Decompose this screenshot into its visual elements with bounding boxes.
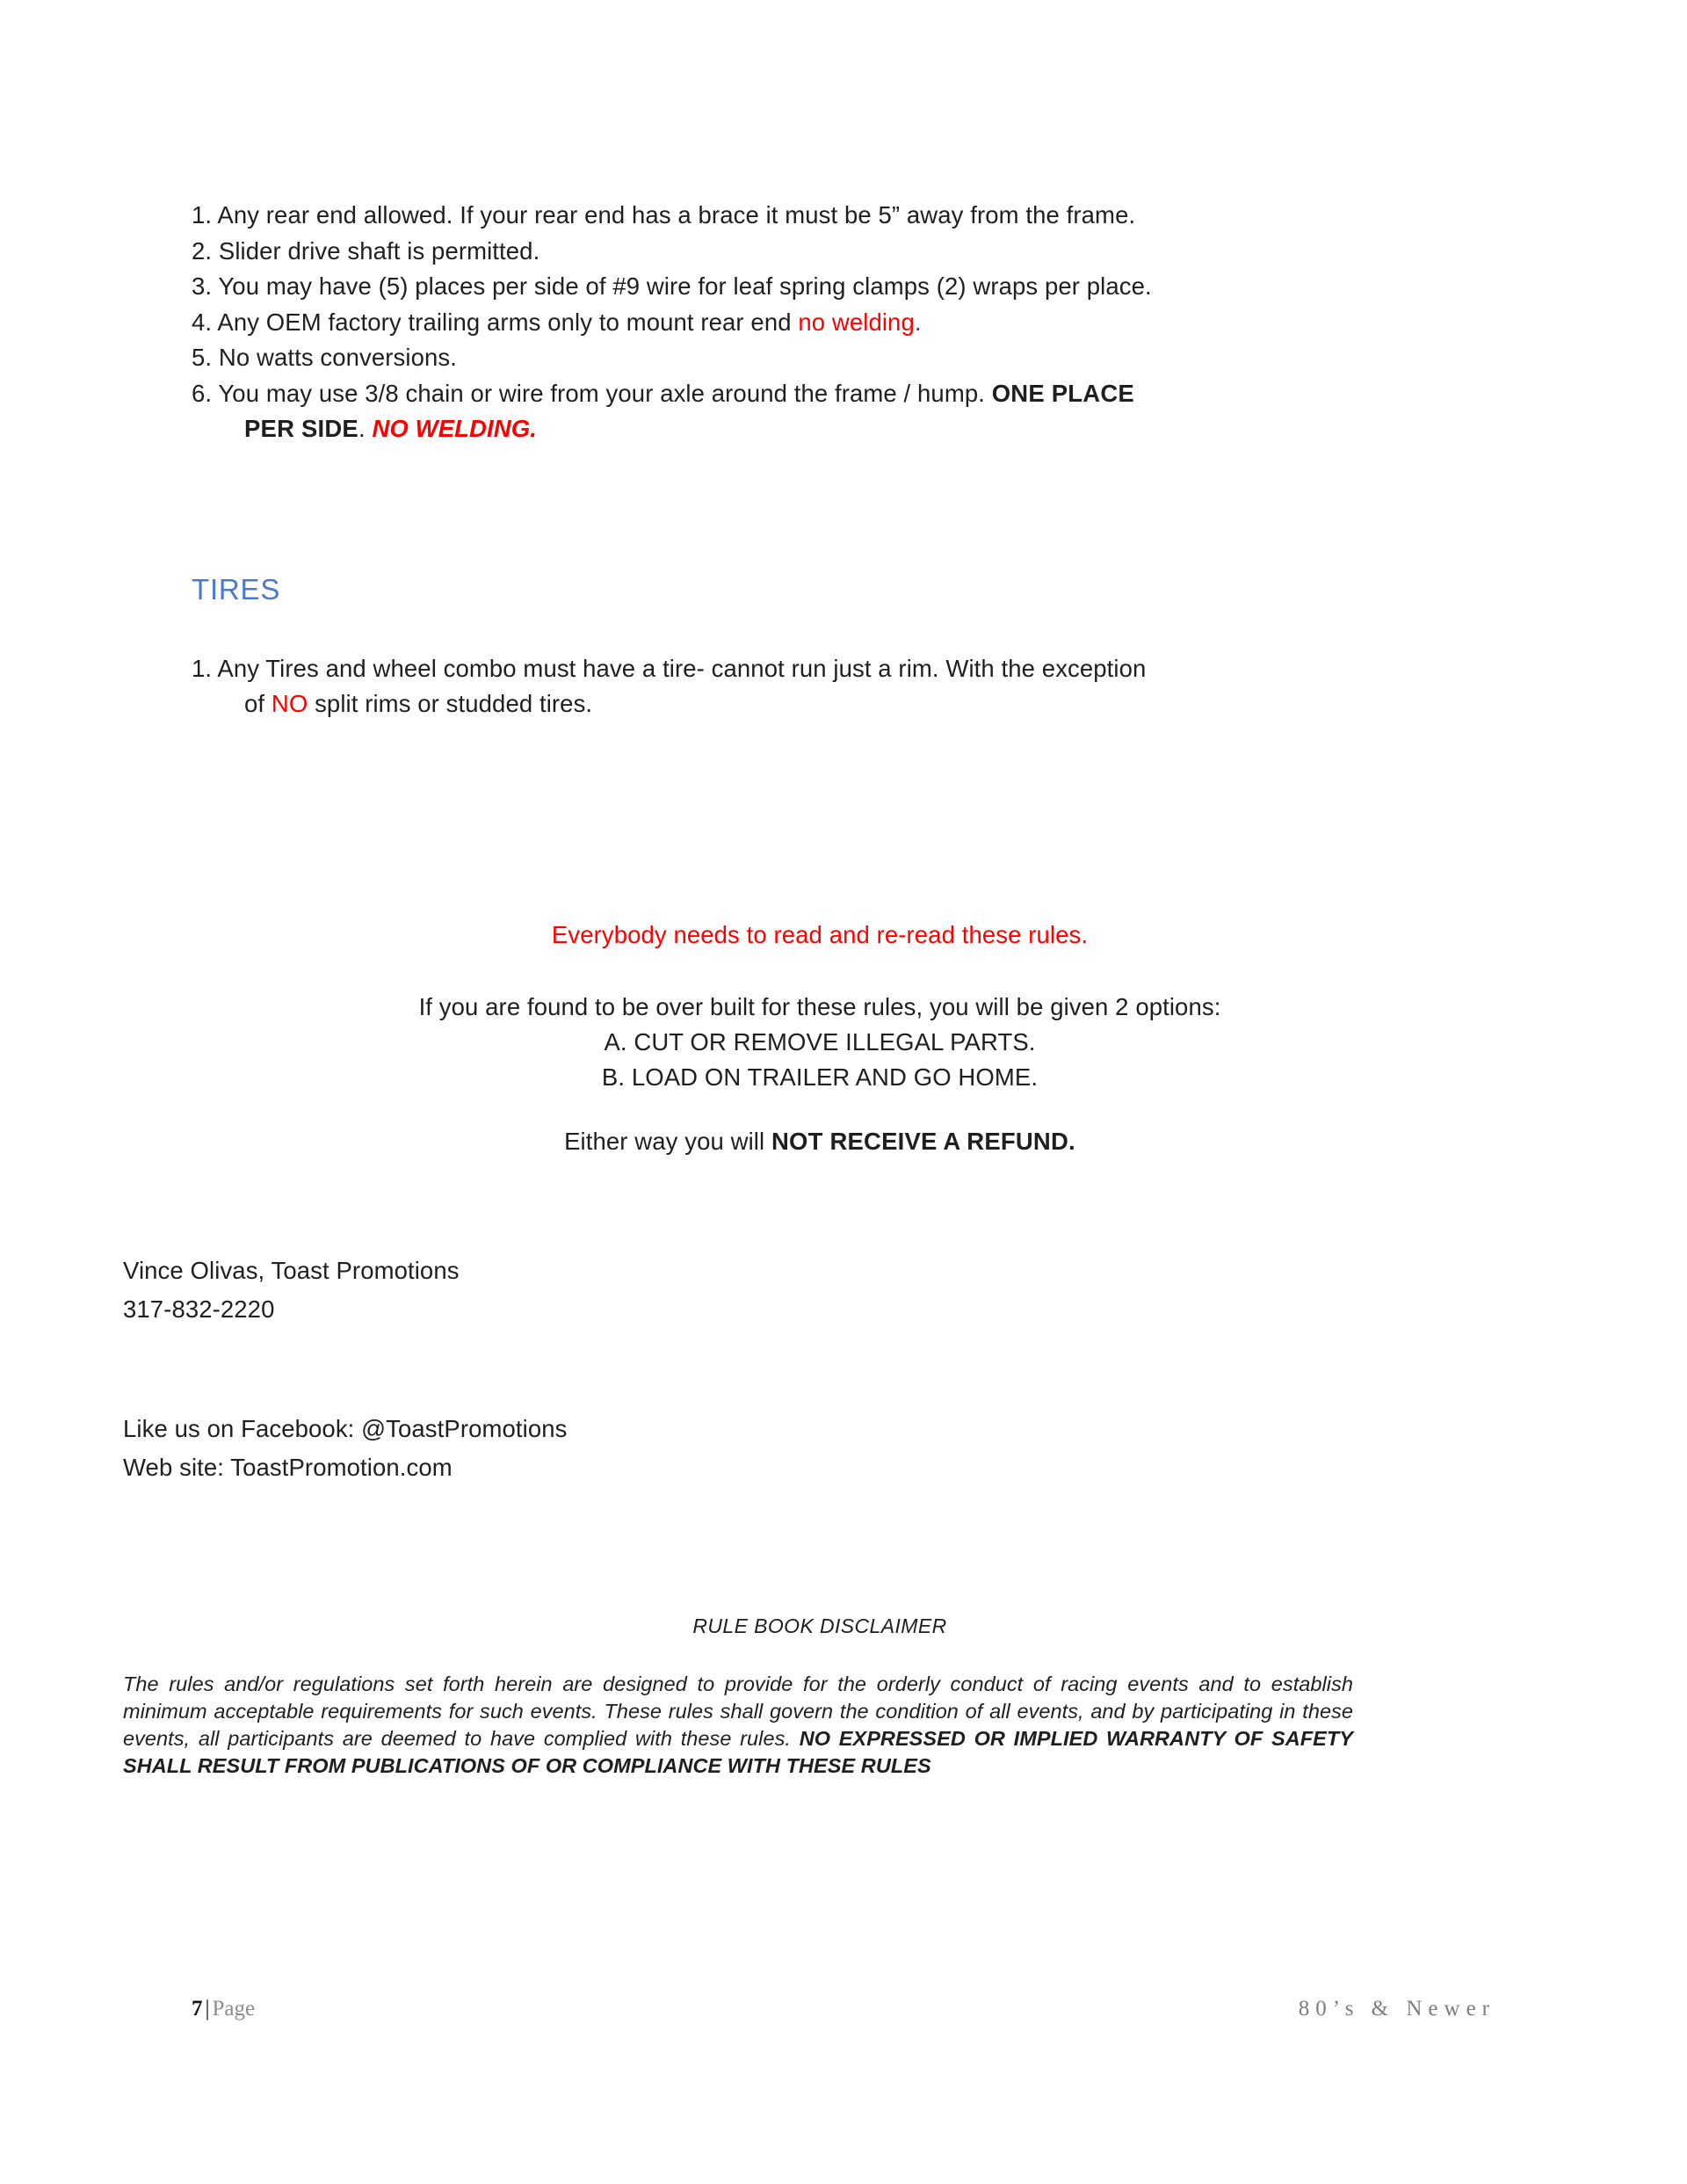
rule-number: 3. (192, 272, 213, 300)
continuation-plain-2: split rims or studded tires. (308, 690, 593, 717)
option-a: A. CUT OR REMOVE ILLEGAL PARTS. (604, 1027, 1036, 1056)
rule-text-caps: ONE PLACE (991, 379, 1134, 407)
rule-number: 4. (192, 308, 213, 336)
footer-page-number: 7 (192, 1997, 203, 2021)
contact-phone: 317-832-2220 (123, 1295, 275, 1323)
rule-item (192, 651, 1448, 722)
rule-item (192, 376, 1448, 447)
page-footer (192, 1997, 1495, 2021)
rule-item (192, 234, 1448, 270)
footer-page-indicator (192, 1997, 255, 2021)
tires-rules-list (192, 651, 1448, 722)
rule-item (192, 198, 1448, 234)
options-block (192, 990, 1448, 1095)
rule-item (192, 305, 1448, 341)
rule-text: You may use 3/8 chain or wire from your axle around the frame / hump. (218, 379, 992, 407)
rule-text: No watts conversions. (218, 344, 457, 371)
option-b: B. LOAD ON TRAILER AND GO HOME. (601, 1063, 1039, 1091)
footer-class-label: 80’s & Newer (1298, 1997, 1495, 2021)
rule-number: 1. (192, 654, 213, 682)
social-block (123, 1410, 1448, 1487)
rear-end-rules-list (192, 198, 1448, 447)
rule-text: You may have (5) places per side of #9 wire for leaf spring clamps (2) wraps per place. (218, 272, 1152, 300)
contact-block (123, 1252, 1448, 1329)
page-content (123, 198, 1448, 1780)
rule-item (192, 269, 1448, 305)
continuation-plain: of (244, 690, 272, 717)
rule-text: Any OEM factory trailing arms only to mount rear end (217, 308, 799, 336)
refund-emphasis: NOT RECEIVE A REFUND. (771, 1127, 1075, 1155)
rule-number: 5. (192, 344, 213, 371)
rule-text: Any Tires and wheel combo must have a tire- cannot run just a rim. With the exception (217, 654, 1147, 682)
disclaimer-body (123, 1671, 1353, 1780)
rule-number: 1. (192, 201, 213, 229)
refund-notice (192, 1124, 1448, 1159)
rule-text-red: no welding. (798, 308, 922, 336)
rule-continuation (192, 411, 1448, 447)
continuation-red: NO (271, 690, 308, 717)
rule-text: Slider drive shaft is permitted. (218, 236, 540, 265)
rule-continuation (192, 686, 1448, 722)
continuation-caps: PER SIDE (244, 415, 358, 442)
footer-page-label: Page (212, 1997, 256, 2021)
disclaimer-text: The rules and/or regulations set forth herein are designed to provide for the orderly conduct of racing events and to establish minimum acceptable requirements for such events. These rules shall govern the condition of all events, and by participating in these events, all participants are deemed to have complied with these rules. (123, 1672, 1353, 1750)
rule-item (192, 340, 1448, 376)
refund-prefix: Either way you will (564, 1127, 771, 1155)
continuation-red-italic: NO WELDING. (372, 415, 537, 442)
options-intro: If you are found to be over built for these rules, you will be given 2 options: (418, 992, 1221, 1020)
website-line: Web site: ToastPromotion.com (123, 1453, 453, 1481)
rule-number: 2. (192, 236, 213, 265)
continuation-plain: . (358, 415, 373, 442)
disclaimer-title: RULE BOOK DISCLAIMER (692, 1614, 947, 1637)
rule-number: 6. (192, 379, 213, 407)
section-heading-tires: TIRES (192, 572, 281, 606)
facebook-line: Like us on Facebook: @ToastPromotions (123, 1414, 568, 1442)
rule-text: Any rear end allowed. If your rear end has a brace it must be 5” away from the frame. (217, 201, 1136, 229)
disclaimer-emphasis: NO EXPRESSED OR IMPLIED WARRANTY OF SAFETY SHALL RESULT FROM PUBLICATIONS OF OR COMPLIANCE WITH THESE RULES (123, 1726, 1353, 1777)
read-rules-notice: Everybody needs to read and re-read these rules. (551, 920, 1089, 948)
footer-separator: | (205, 1997, 210, 2021)
contact-name: Vince Olivas, Toast Promotions (123, 1256, 460, 1284)
tires-heading-block (192, 572, 1448, 607)
